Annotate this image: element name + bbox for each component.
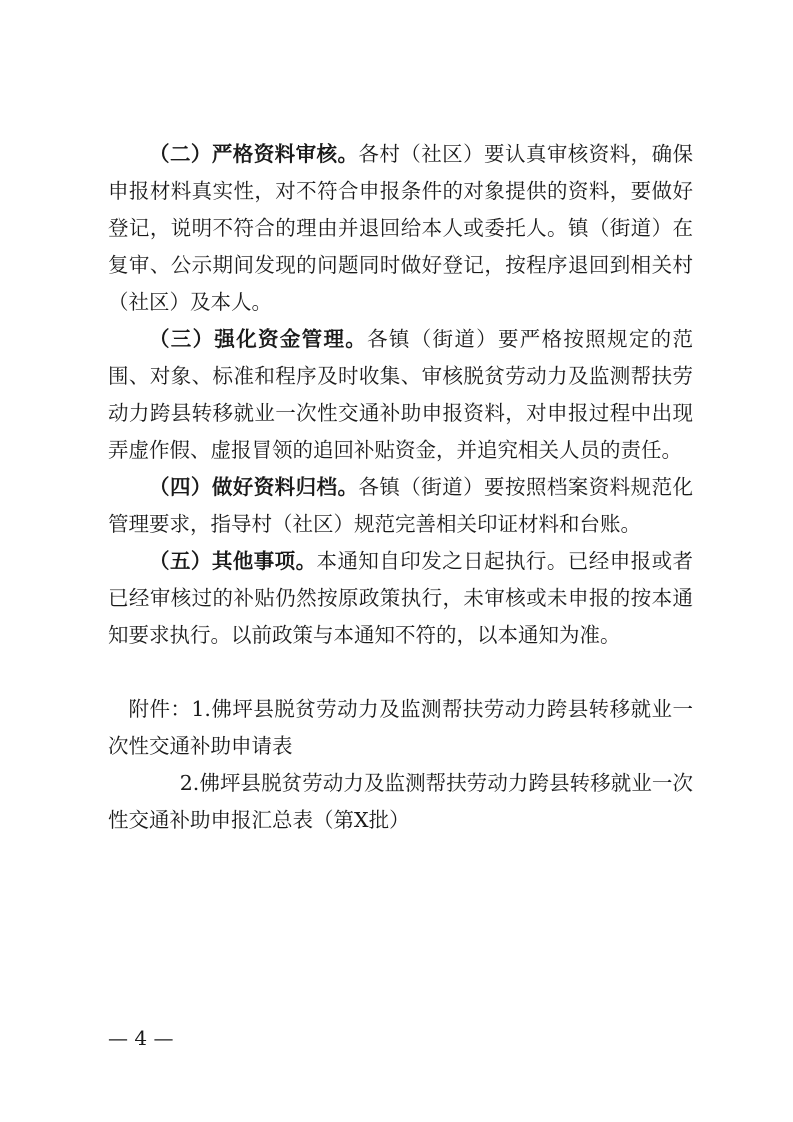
section-heading-4: （四）做好资料归档。 [149,475,359,499]
section-heading-3: （三）强化资金管理。 [149,327,368,351]
paragraph-text: 各村（社区）要认真审核资料，确保申报材料真实性，对不符合申报条件的对象提供的资料，要做好登记，说明不符合的理由并退回给本人或委托人。镇（街道）在复审、公示期间发现的问题同时做好登记，按程序退回到相关村（社区）及本人。 [108,142,694,314]
paragraph-text: 本通知自印发之日起执行。已经申报或者已经审核过的补贴仍然按原政策执行，未审核或未申报的按本通知要求执行。以前政策与本通知不符的，以本通知为准。 [108,549,694,647]
paragraph-text: 各镇（街道）要严格按照规定的范围、对象、标准和程序及时收集、审核脱贫劳动力及监测帮扶劳动力跨县转移就业一次性交通补助申报资料，对申报过程中出现弄虚作假、虚报冒领的追回补贴资金，并追究相关人员的责任。 [108,327,693,462]
paragraph-review [108,136,693,321]
paragraph-other [108,543,693,654]
page-number: — 4 — [108,1026,174,1050]
document-body [108,136,693,839]
section-heading-2: （二）严格资料审核。 [149,142,359,166]
attachments-list [108,691,693,839]
section-heading-5: （五）其他事项。 [149,549,317,573]
paragraph-text: 各镇（街道）要按照档案资料规范化管理要求，指导村（社区）规范完善相关印证材料和台账。 [108,475,694,536]
attachment-item-1: 附件：1.佛坪县脱贫劳动力及监测帮扶劳动力跨县转移就业一次性交通补助申请表 [108,697,693,758]
paragraph-archive [108,469,693,543]
attachment-item-2: 2.佛坪县脱贫劳动力及监测帮扶劳动力跨县转移就业一次性交通补助申报汇总表（第X批） [108,771,693,832]
paragraph-funds [108,321,693,469]
